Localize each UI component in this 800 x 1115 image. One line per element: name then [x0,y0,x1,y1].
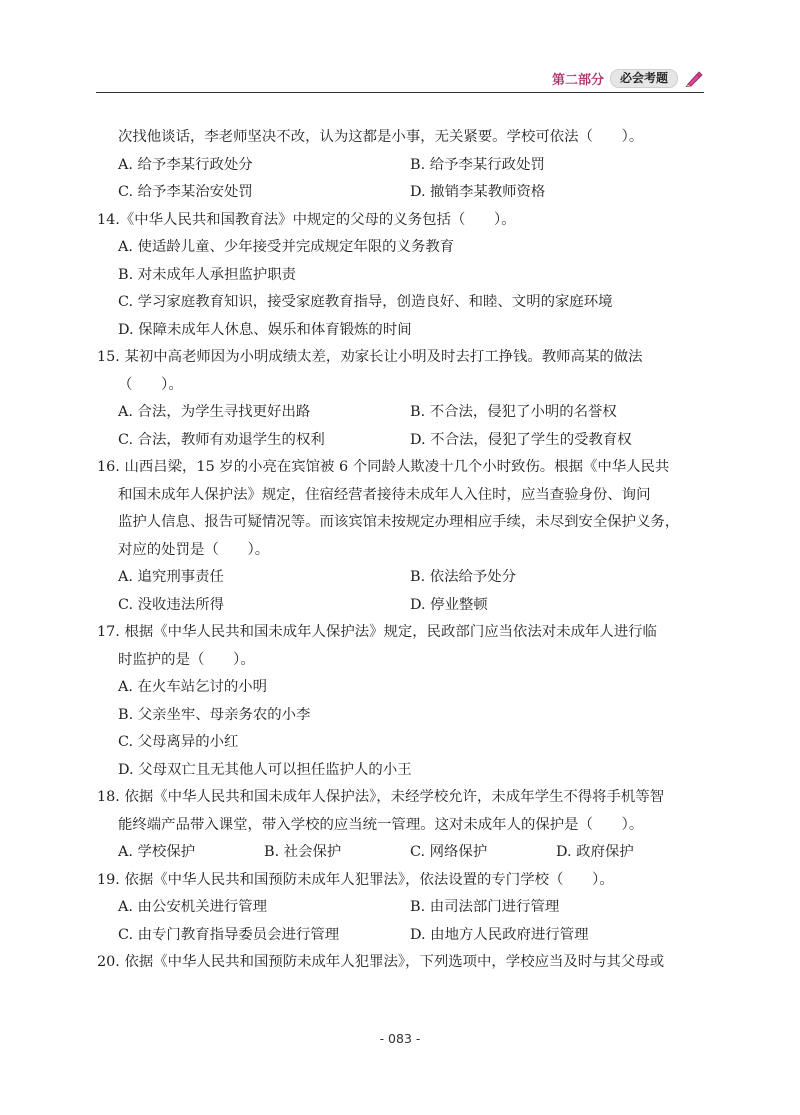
option-row [118,152,708,180]
option: D. 撤销李某教师资格 [410,184,546,200]
question-14: 14.《中华人民共和国教育法》中规定的父母的义务包括（ ）。 [97,211,516,228]
option: D. 父母双亡且无其他人可以担任监护人的小王 [118,761,412,778]
option: B. 依法给予处分 [410,569,517,585]
option: B. 由司法部门进行管理 [410,899,560,915]
header-right [552,69,704,87]
option: A. 在火车站乞讨的小明 [118,679,268,695]
question-15-cont: （ ）。 [118,376,183,393]
option-row [118,592,708,620]
option: C. 学习家庭教育知识，接受家庭教育指导，创造良好、和睦、文明的家庭环境 [118,294,613,310]
question-17-cont: 时监护的是（ ）。 [118,651,255,668]
section-badge: 必会考题 [610,69,678,88]
option: A. 使适龄儿童、少年接受并完成规定年限的义务教育 [118,239,455,255]
question-17: 17. 根据《中华人民共和国未成年人保护法》规定，民政部门应当依法对未成年人进行临 [97,624,657,640]
option: A. 学校保护 [118,844,196,860]
option-row [118,179,708,207]
page-header [96,66,704,93]
option-row [118,564,708,592]
option: C. 网络保护 [410,844,488,860]
question-16: 16. 山西吕梁，15 岁的小亮在宾馆被 6 个同龄人欺凌十几个小时致伤。根据《中华人民共 [97,459,670,475]
option-row [118,922,708,950]
option: D. 由地方人民政府进行管理 [410,926,589,943]
option: A. 合法，为学生寻找更好出路 [118,404,311,420]
question-content [97,124,708,977]
option-row [118,399,708,427]
option: A. 追究刑事责任 [118,569,224,585]
page-number: - 083 - [379,1031,421,1046]
option-row [118,839,708,867]
option: B. 给予李某行政处罚 [410,156,545,173]
pencil-icon [684,69,704,87]
q13-continuation: 次找他谈话，李老师坚决不改，认为这都是小事，无关紧要。学校可依法（ ）。 [118,129,644,145]
option: D. 停业整顿 [410,596,488,613]
question-16-cont: 监护人信息、报告可疑情况等。而该宾馆未按规定办理相应手续，未尽到安全保护义务， [118,514,680,530]
question-18: 18. 依据《中华人民共和国未成年人保护法》，未经学校允许，未成年学生不得将手机等智 [97,789,665,805]
option: D. 政府保护 [556,844,634,860]
option: A. 给予李某行政处分 [118,156,253,173]
option: C. 父母离异的小红 [118,734,239,750]
question-15: 15. 某初中高老师因为小明成绩太差，劝家长让小明及时去打工挣钱。教师高某的做法 [97,349,643,365]
option: B. 不合法，侵犯了小明的名誉权 [410,404,617,420]
option: B. 父亲坐牢、母亲务农的小李 [118,706,311,723]
option: D. 不合法，侵犯了学生的受教育权 [410,431,632,448]
option: C. 给予李某治安处罚 [118,184,253,200]
question-18-cont: 能终端产品带入课堂，带入学校的应当统一管理。这对未成年人的保护是（ ）。 [118,816,644,833]
question-16-cont: 和国未成年人保护法》规定，住宿经营者接待未成年人入住时，应当查验身份、询问 [118,486,651,503]
option: B. 对未成年人承担监护职责 [118,266,297,283]
option: B. 社会保护 [264,844,342,860]
question-19: 19. 依据《中华人民共和国预防未成年人犯罪法》，依法设置的专门学校（ ）。 [97,871,614,888]
option: D. 保障未成年人休息、娱乐和体育锻炼的时间 [118,321,412,338]
option: C. 没收违法所得 [118,596,224,613]
option: C. 合法，教师有劝退学生的权利 [118,431,325,448]
question-20: 20. 依据《中华人民共和国预防未成年人犯罪法》，下列选项中，学校应当及时与其父母或 [97,954,665,970]
option-row [118,427,708,455]
question-16-cont: 对应的处罚是（ ）。 [118,541,270,558]
part-label: 第二部分 [551,72,604,88]
option: A. 由公安机关进行管理 [118,899,268,915]
option-row [118,894,708,922]
option: C. 由专门教育指导委员会进行管理 [118,926,340,943]
